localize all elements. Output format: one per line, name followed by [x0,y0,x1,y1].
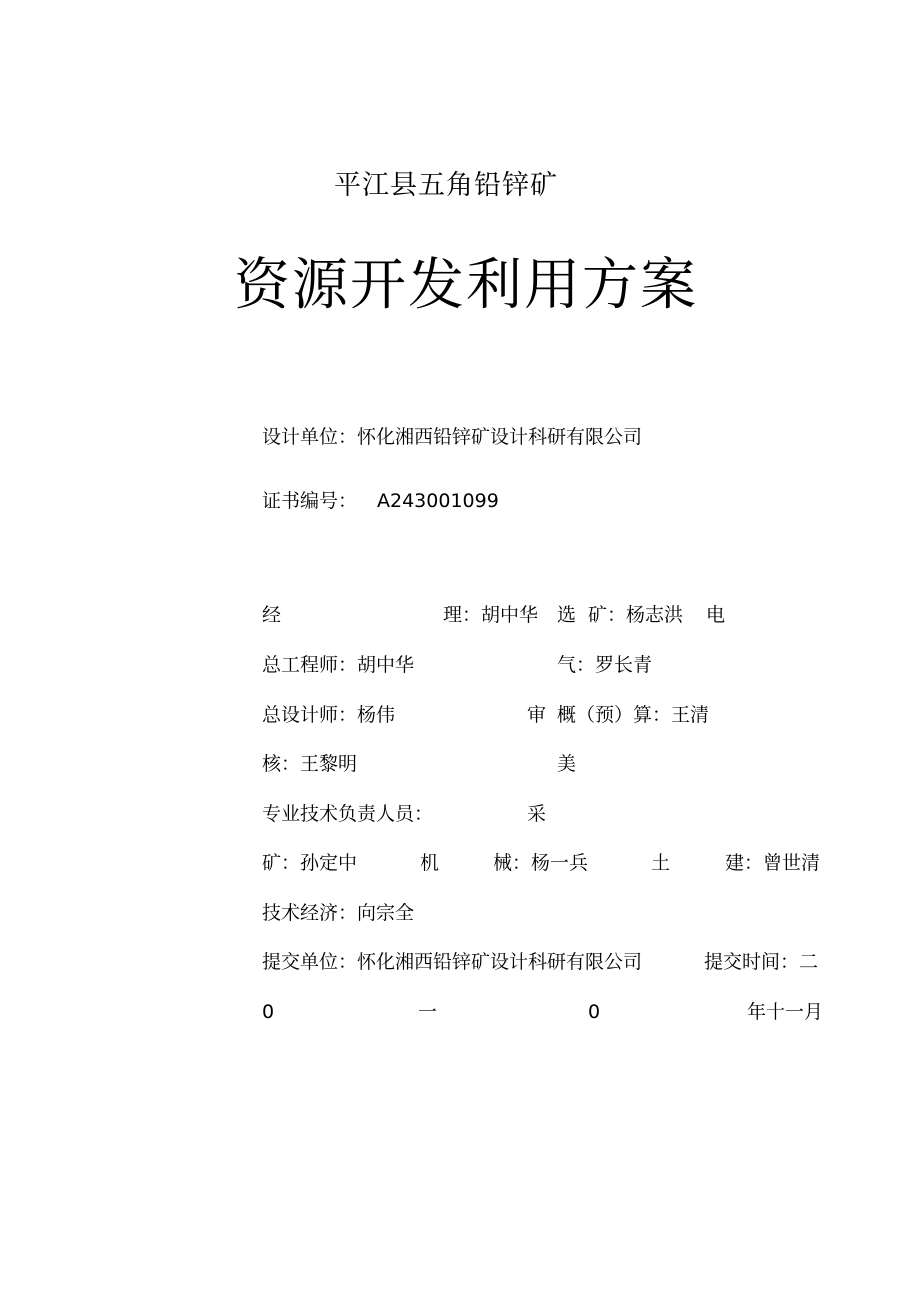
chief-designer: 总设计师：杨伟 [262,704,396,726]
reviewer-name: 核：王黎明 [262,753,358,775]
electrical-name: 气：罗长青 [557,654,653,676]
manager-label-start: 经 [262,604,282,626]
document-subtitle: 平江县五角铅锌矿 [334,170,558,201]
manager-name: 理：胡中华 [443,604,539,626]
mechanical-name: 械：杨一兵 [493,852,589,874]
document-title: 资源开发利用方案 [234,253,698,318]
mineral-processing-name: 矿：杨志洪 [588,604,684,626]
mineral-processing-label-start: 选 [557,604,577,626]
submission-date-part: 0 [588,1001,601,1023]
civil-name: 建：曾世清 [725,852,821,874]
civil-label-start: 土 [651,852,671,874]
certificate-label: 证书编号： [262,490,358,512]
budget-estimator: 概（预）算：王清 [557,704,710,726]
electrical-label-start: 电 [706,604,726,626]
certificate-number: A243001099 [377,490,499,512]
reviewer-label-start: 审 [527,704,547,726]
mining-name: 矿：孙定中 [262,852,358,874]
mining-label-start: 采 [527,803,547,825]
submission-date-part: 年十一月 [747,1001,824,1023]
technical-economics: 技术经济：向宗全 [262,902,415,924]
professional-staff-label: 专业技术负责人员： [262,803,434,825]
submission-date-part: 0 [262,1001,275,1023]
design-unit: 设计单位：怀化湘西铅锌矿设计科研有限公司 [262,426,643,448]
submitting-unit: 提交单位：怀化湘西铅锌矿设计科研有限公司 [262,951,643,973]
budget-estimator-name-end: 美 [557,753,577,775]
chief-engineer: 总工程师：胡中华 [262,654,415,676]
submission-time-label: 提交时间：二 [704,951,819,973]
mechanical-label-start: 机 [420,852,440,874]
submission-date-part: 一 [418,1001,438,1023]
